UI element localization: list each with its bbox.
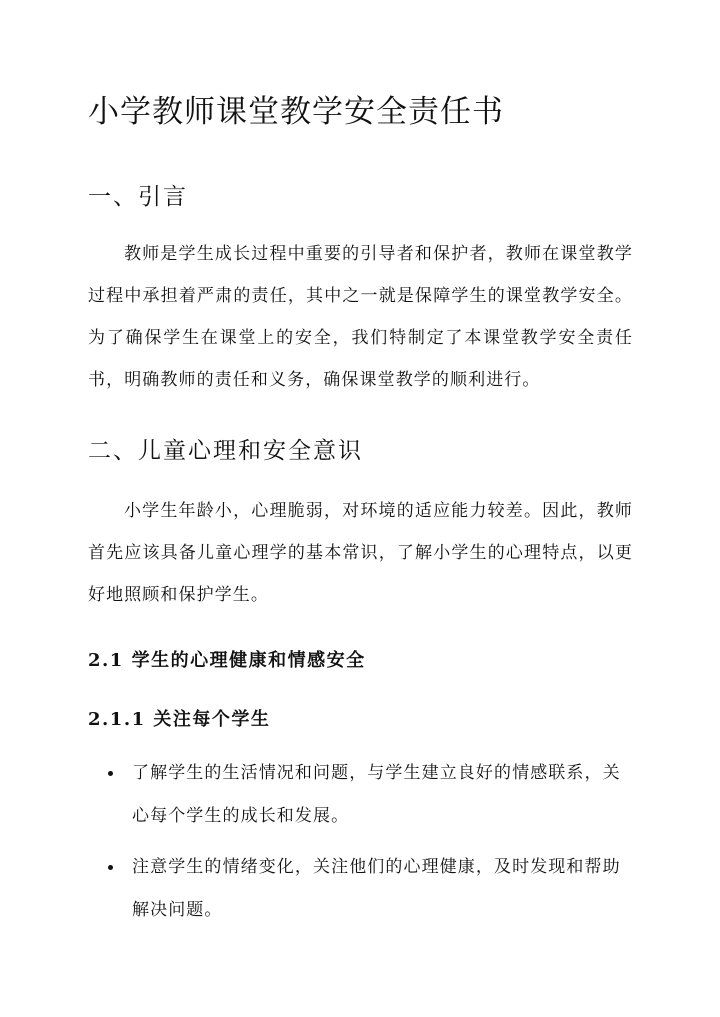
section-heading-child-psychology: 二、儿童心理和安全意识 xyxy=(88,438,363,464)
subsection-heading-2-1: 2.1 学生的心理健康和情感安全 xyxy=(88,650,366,671)
child-psychology-paragraph: 小学生年龄小，心理脆弱，对环境的适应能力较差。因此，教师首先应该具备儿童心理学的基本常识，了解小学生的心理特点，以更好地照顾和保护学生。 xyxy=(88,501,633,605)
bullet-text: 了解学生的生活情况和问题，与学生建立良好的情感联系，关心每个学生的成长和发展。 xyxy=(132,763,621,826)
care-bullet-list xyxy=(88,752,633,932)
section-heading-introduction: 一、引言 xyxy=(88,184,188,210)
introduction-paragraph: 教师是学生成长过程中重要的引导者和保护者，教师在课堂教学过程中承担着严肃的责任，其中之一就是保障学生的课堂教学安全。为了确保学生在课堂上的安全，我们特制定了本课堂教学安全责任书，明确教师的责任和义务，确保课堂教学的顺利进行。 xyxy=(88,244,633,390)
subsubsection-heading-2-1-1: 2.1.1 关注每个学生 xyxy=(88,709,271,730)
bullet-dot-icon xyxy=(108,771,113,776)
bullet-item xyxy=(88,752,633,838)
bullet-text: 注意学生的情绪变化，关注他们的心理健康，及时发现和帮助解决问题。 xyxy=(132,857,621,920)
bullet-item xyxy=(88,846,633,932)
document-title: 小学教师课堂教学安全责任书 xyxy=(88,94,504,130)
bullet-dot-icon xyxy=(108,865,113,870)
